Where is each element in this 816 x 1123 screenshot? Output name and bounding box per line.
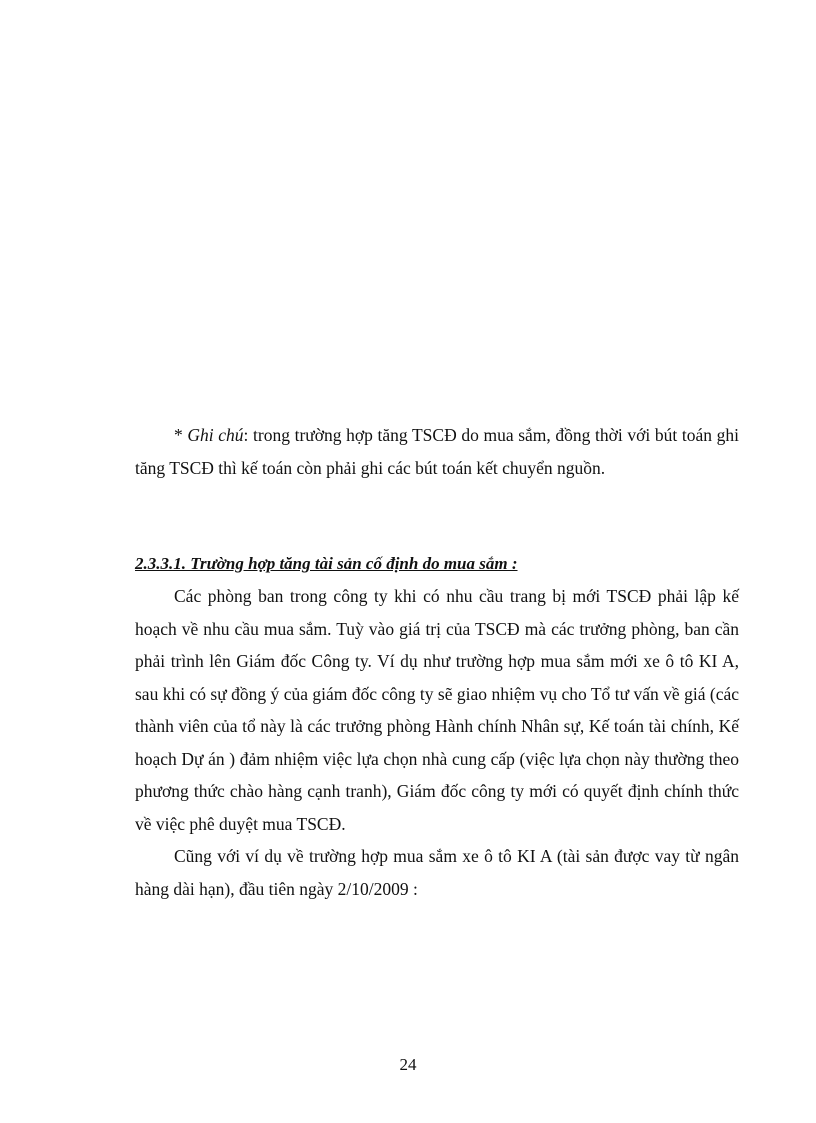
note-star: * — [174, 425, 183, 445]
page-number: 24 — [399, 1055, 417, 1074]
section-heading: 2.3.3.1. Trường hợp tăng tài sản cố định do mua sắm : — [135, 554, 518, 573]
note-label: Ghi chú — [187, 425, 244, 445]
note-block — [135, 419, 739, 484]
note-text: : trong trường hợp tăng TSCĐ do mua sắm, đồng thời với bút toán ghi tăng TSCĐ thì kế toán còn phải ghi các bút toán kết chuyển nguồn. — [135, 425, 739, 478]
note-paragraph — [135, 419, 739, 484]
section-paragraph-2: Cũng với ví dụ về trường hợp mua sắm xe ô tô KI A (tài sản được vay từ ngân hàng dài hạn), đầu tiên ngày 2/10/2009 : — [135, 846, 739, 899]
section-block — [135, 548, 739, 905]
section-paragraph-1: Các phòng ban trong công ty khi có nhu cầu trang bị mới TSCĐ phải lập kế hoạch về nhu cầu mua sắm. Tuỳ vào giá trị của TSCĐ mà các trưởng phòng, ban cần phải trình lên Giám đốc Công ty. Ví dụ như trường hợp mua sắm mới xe ô tô KI A, sau khi có sự đồng ý của giám đốc công ty sẽ giao nhiệm vụ cho Tổ tư vấn về giá (các thành viên của tổ này là các trưởng phòng Hành chính Nhân sự, Kế toán tài chính, Kế hoạch Dự án ) đảm nhiệm việc lựa chọn nhà cung cấp (việc lựa chọn này thường theo phương thức chào hàng cạnh tranh), Giám đốc công ty mới có quyết định chính thức về việc phê duyệt mua TSCĐ. — [135, 586, 739, 834]
